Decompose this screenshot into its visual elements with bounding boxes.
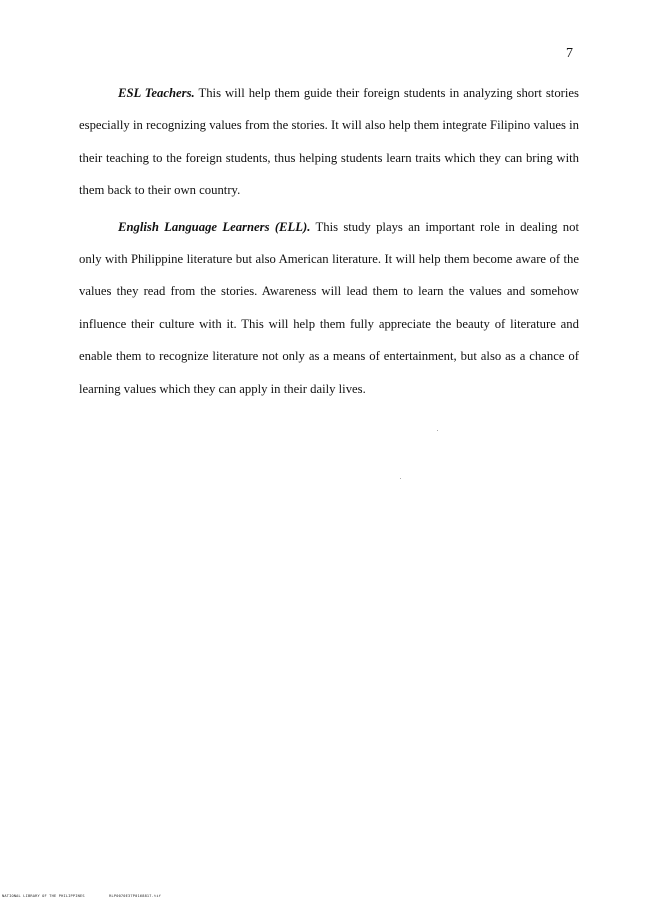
paragraph-heading-english-language-learners: English Language Learners (ELL).: [118, 219, 311, 234]
paragraph-heading-esl-teachers: ESL Teachers.: [118, 86, 195, 100]
scan-speck: [400, 478, 401, 479]
paragraph-text-english-language-learners: This study plays an important role in dealing not only with Philippine literature but also American literature. It will help them become aware of the values they read from the stories. Awareness will lead them to learn the values and somehow influence their culture with it. This will help them fully appreciate the beauty of literature and enable them to recognize literature not only as a means of entertainment, but also as a chance of learning values which they can apply in their daily lives.: [79, 219, 579, 396]
scan-footer: [2, 894, 161, 898]
footer-library-name: NATIONAL LIBRARY OF THE PHILIPPINES: [2, 894, 85, 898]
paragraph-esl-teachers: [79, 77, 579, 207]
footer-file-code: RLP0070E37P0168817.tif: [109, 894, 162, 898]
scan-speck: [437, 430, 438, 431]
body-text: [79, 77, 579, 409]
paragraph-english-language-learners: [79, 211, 579, 405]
paragraph-text-esl-teachers: This will help them guide their foreign students in analyzing short stories especially in recognizing values from the stories. It will also help them integrate Filipino values in their teaching to the foreign students, thus helping students learn traits which they can bring with them back to their own country.: [79, 86, 579, 198]
page-number: 7: [566, 46, 573, 61]
